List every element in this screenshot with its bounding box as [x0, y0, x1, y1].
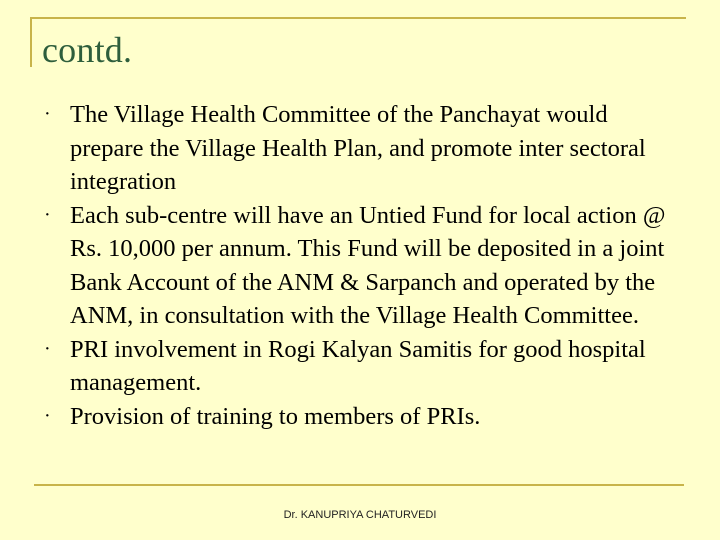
footer-rule	[34, 484, 684, 486]
bullet-dot-icon: ·	[44, 337, 51, 360]
title-left-rule	[30, 17, 32, 67]
bullet-dot-icon: ·	[44, 404, 51, 427]
bullet-text: Provision of training to members of PRIs.	[70, 402, 481, 430]
bullet-dot-icon: ·	[44, 203, 51, 226]
footer-author: Dr. KANUPRIYA CHATURVEDI	[283, 509, 437, 521]
slide-title: contd.	[42, 30, 133, 70]
bullet-list	[40, 98, 680, 433]
bullet-text: The Village Health Committee of the Panchayat would prepare the Village Health Plan, and promote inter sectoral integration	[70, 101, 646, 195]
bullet-dot-icon: ·	[44, 103, 51, 125]
bullet-item-village-health-committee	[40, 98, 680, 199]
bullet-item-untied-fund	[40, 199, 680, 333]
title-top-rule	[30, 17, 686, 19]
bullet-text: Each sub-centre will have an Untied Fund for local action @ Rs. 10,000 per annum. This Fund will be deposited in a joint Bank Account of the ANM & Sarpanch and operated by the ANM, in consultation with the Village Health Committee.	[70, 201, 666, 329]
bullet-item-training	[40, 400, 680, 434]
bullet-text: PRI involvement in Rogi Kalyan Samitis for good hospital management.	[70, 335, 646, 396]
bullet-item-pri-involvement	[40, 333, 680, 400]
